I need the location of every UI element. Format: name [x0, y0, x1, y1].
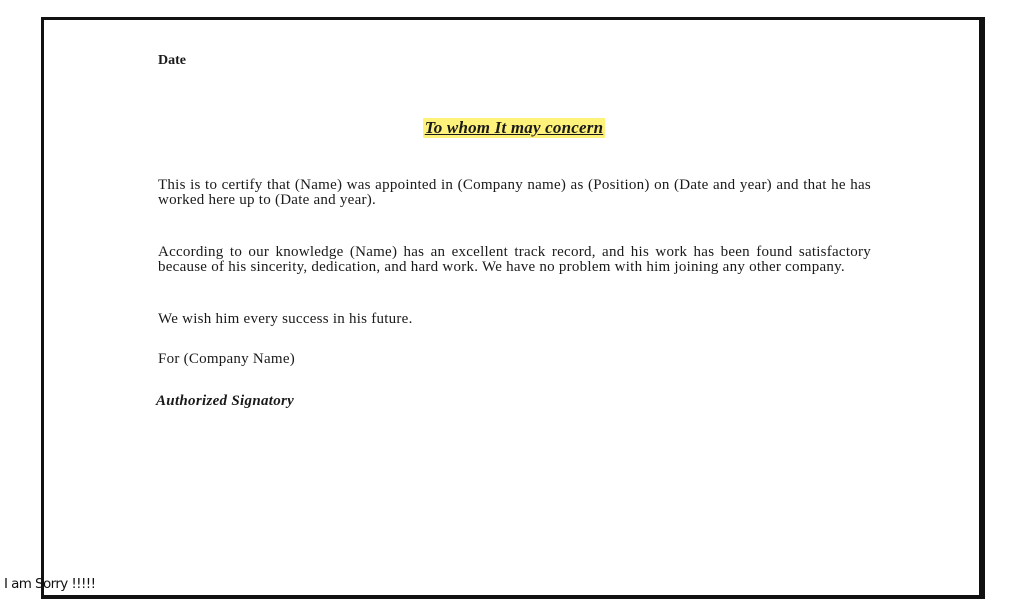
- authorized-signatory: Authorized Signatory: [156, 393, 295, 409]
- paragraph-track-record: According to our knowledge (Name) has an excellent track record, and his work has been found satisfactory because of his sincerity, dedication, and hard work. We have no problem with him joining any other company.: [158, 244, 871, 275]
- heading-container: [157, 118, 871, 138]
- paragraph-wishes: We wish him every success in his future.: [158, 311, 413, 327]
- date-label: Date: [158, 53, 186, 68]
- caption-text: I am Sorry !!!!!: [4, 576, 96, 592]
- letter-heading: To whom It may concern: [424, 118, 604, 137]
- paragraph-company: For (Company Name): [158, 351, 295, 367]
- document-page: [41, 17, 985, 599]
- paragraph-appointment: This is to certify that (Name) was appointed in (Company name) as (Position) on (Date and year) and that he has worked here up to (Date and year).: [158, 177, 871, 208]
